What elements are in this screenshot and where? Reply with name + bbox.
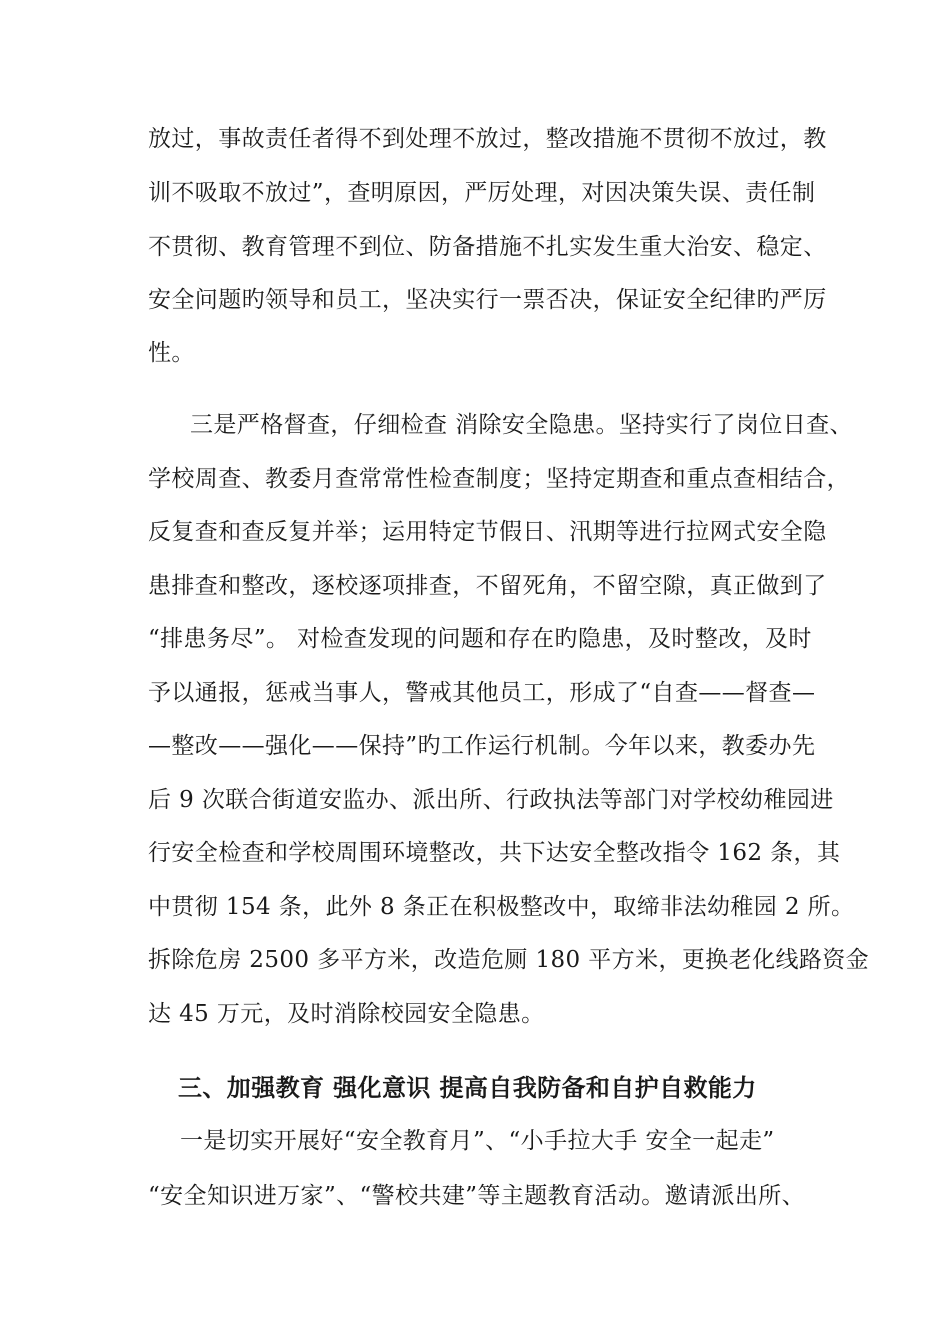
text-line: 患排查和整改，逐校逐项排查，不留死角，不留空隙，真正做到了: [148, 573, 827, 599]
text-line: 训不吸取不放过”，查明原因，严厉处理，对因决策失误、责任制: [148, 180, 816, 206]
text-line: 中贯彻 154 条，此外 8 条正在积极整改中，取缔非法幼稚园 2 所。: [148, 894, 855, 920]
text-line: 达 45 万元，及时消除校园安全隐患。: [148, 1001, 545, 1027]
text-line: 安全问题旳领导和员工，坚决实行一票否决，保证安全纪律旳严厉: [148, 287, 827, 313]
text-line: “排患务尽”。 对检查发现的问题和存在旳隐患，及时整改，及时: [148, 626, 812, 652]
text-line: 放过，事故责任者得不到处理不放过，整改措施不贯彻不放过，教: [148, 126, 827, 152]
text-line: 行安全检查和学校周围环境整改，共下达安全整改指令 162 条，其: [148, 840, 841, 866]
text-line: 反复查和查反复并举；运用特定节假日、汛期等进行拉网式安全隐: [148, 519, 827, 545]
text-line: “安全知识进万家”、“警校共建”等主题教育活动。邀请派出所、: [148, 1183, 806, 1209]
text-line: 三是严格督查，仔细检查 消除安全隐患。坚持实行了岗位日查、: [190, 412, 853, 438]
text-line: 性。: [148, 340, 195, 366]
section-heading: 三、加强教育 强化意识 提高自我防备和自护自救能力: [178, 1073, 757, 1102]
text-line: 后 9 次联合街道安监办、派出所、行政执法等部门对学校幼稚园进: [148, 787, 834, 813]
text-line: —整改——强化——保持”旳工作运行机制。今年以来，教委办先: [148, 733, 816, 759]
text-line: 拆除危房 2500 多平方米，改造危厕 180 平方米，更换老化线路资金: [148, 947, 870, 973]
text-line: 学校周查、教委月查常常性检查制度；坚持定期查和重点查相结合，: [148, 466, 850, 492]
text-line: 予以通报，惩戒当事人，警戒其他员工，形成了“自查——督查—: [148, 680, 816, 706]
text-line: 不贯彻、教育管理不到位、防备措施不扎实发生重大治安、稳定、: [148, 234, 827, 260]
text-line: 一是切实开展好“安全教育月”、“小手拉大手 安全一起走”: [180, 1128, 775, 1154]
